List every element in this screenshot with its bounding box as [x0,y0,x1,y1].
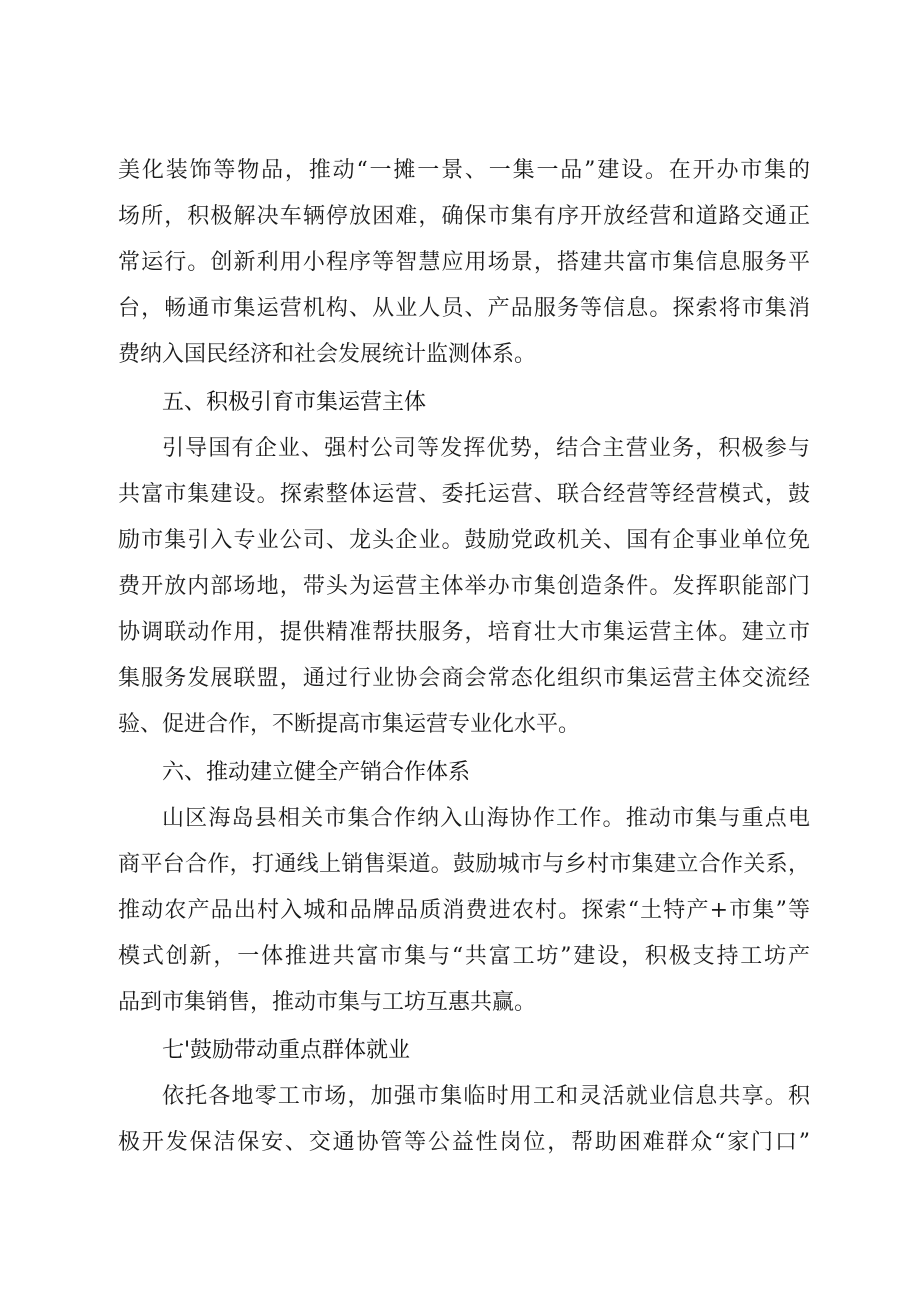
paragraph-line: 场所，积极解决车辆停放困难，确保市集有序开放经营和道路交通正 [118,204,810,229]
section-heading-5: 五、积极引育市集运营主体 [162,390,427,415]
paragraph-line: 极开发保洁保安、交通协管等公益性岗位，帮助困难群众“家门口” [118,1130,810,1155]
paragraph-line: 台，畅通市集运营机构、从业人员、产品服务等信息。探索将市集消 [118,296,810,321]
paragraph-line: 费纳入国民经济和社会发展统计监测体系。 [118,342,537,367]
paragraph-line: 商平台合作，打通线上销售渠道。鼓励城市与乡村市集建立合作关系， [118,852,810,877]
paragraph-line: 品到市集销售，推动市集与工坊互惠共赢。 [118,990,537,1015]
paragraph-line: 引导国有企业、强村公司等发挥优势，结合主营业务，积极参与 [162,436,810,461]
paragraph-line: 协调联动作用，提供精准帮扶服务，培育壮大市集运营主体。建立市 [118,620,810,645]
paragraph-line: 集服务发展联盟，通过行业协会商会常态化组织市集运营主体交流经 [118,666,810,691]
paragraph-line: 模式创新，一体推进共富市集与“共富工坊”建设，积极支持工坊产 [118,944,810,969]
paragraph-line: 依托各地零工市场，加强市集临时用工和灵活就业信息共享。积 [162,1084,810,1109]
section-heading-7: 七'鼓励带动重点群体就业 [162,1038,411,1063]
paragraph-line: 励市集引入专业公司、龙头企业。鼓励党政机关、国有企事业单位免 [118,528,810,553]
paragraph-line: 美化装饰等物品，推动“一摊一景、一集一品”建设。在开办市集的 [118,158,810,183]
paragraph-line: 常运行。创新利用小程序等智慧应用场景，搭建共富市集信息服务平 [118,250,810,275]
paragraph-line: 验、促进合作，不断提高市集运营专业化水平。 [118,712,581,737]
paragraph-line: 共富市集建设。探索整体运营、委托运营、联合经营等经营模式，鼓 [118,482,810,507]
paragraph-line: 费开放内部场地，带头为运营主体举办市集创造条件。发挥职能部门 [118,574,810,599]
section-heading-6: 六、推动建立健全产销合作体系 [162,760,471,785]
paragraph-line: 推动农产品出村入城和品牌品质消费进农村。探索“土特产+市集”等 [118,898,810,923]
paragraph-line: 山区海岛县相关市集合作纳入山海协作工作。推动市集与重点电 [162,806,810,831]
